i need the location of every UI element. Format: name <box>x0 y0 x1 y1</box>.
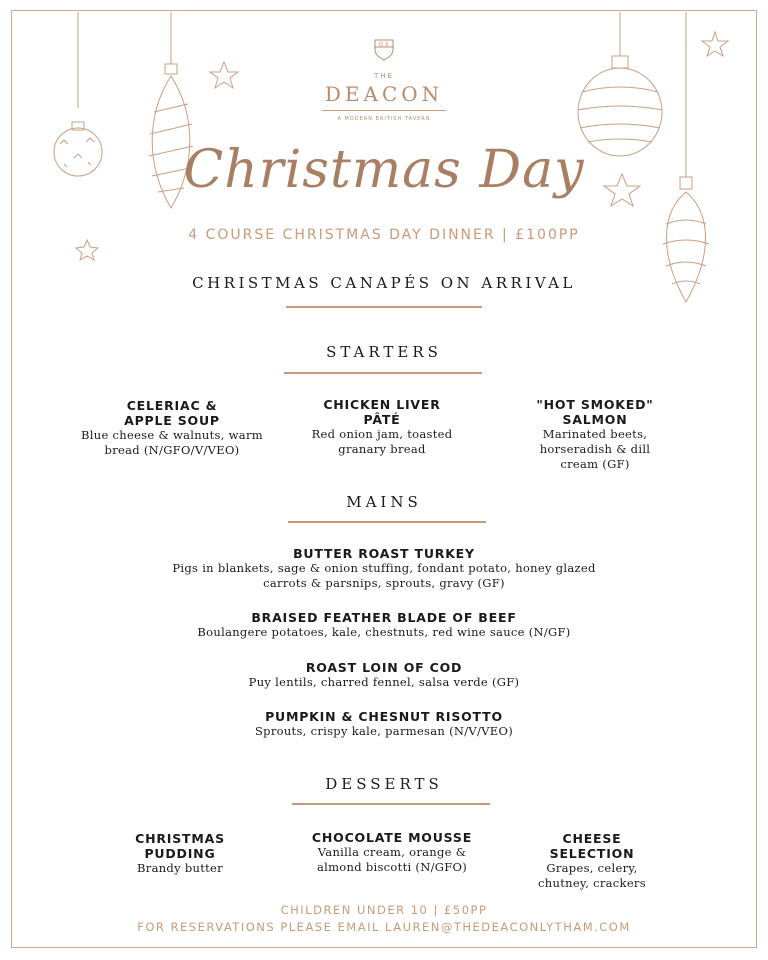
dessert-item <box>492 831 692 891</box>
dish-description: almond biscotti (N/GFO) <box>316 860 468 874</box>
dish-description: cream (GF) <box>560 457 630 471</box>
starter-item <box>282 397 482 457</box>
desserts-heading: DESSERTS <box>325 775 443 793</box>
starters-heading: STARTERS <box>326 343 442 361</box>
mains-heading: MAINS <box>346 493 422 511</box>
dish-description: Vanilla cream, orange & <box>317 845 467 859</box>
starters-divider <box>284 372 482 374</box>
main-item <box>84 610 684 640</box>
dish-description: Pigs in blankets, sage & onion stuffing, fondant potato, honey glazed <box>172 561 596 575</box>
dish-description: chutney, crackers <box>538 876 646 890</box>
starter-item <box>72 398 272 458</box>
dish-name: CELERIAC & <box>126 398 218 413</box>
dessert-item <box>80 831 280 876</box>
dish-description: horseradish & dill <box>539 442 651 456</box>
desserts-divider <box>292 803 490 805</box>
dish-description: Boulangere potatoes, kale, chestnuts, red wine sauce (N/GF) <box>197 625 571 639</box>
dish-description: carrots & parsnips, sprouts, gravy (GF) <box>263 576 505 590</box>
dish-description: Sprouts, crispy kale, parmesan (N/V/VEO) <box>254 724 513 738</box>
logo-the: THE <box>374 72 394 80</box>
dish-name: SELECTION <box>549 846 635 861</box>
arrival-divider <box>286 306 482 308</box>
dish-name: APPLE SOUP <box>124 413 220 428</box>
menu-subtitle: 4 COURSE CHRISTMAS DAY DINNER | £100PP <box>188 227 580 243</box>
logo-divider <box>322 110 446 111</box>
mains-divider <box>288 521 486 523</box>
dish-description: Puy lentils, charred fennel, salsa verde (GF) <box>248 675 520 689</box>
dish-name: CHRISTMAS <box>135 831 225 846</box>
page-title: Christmas Day <box>183 140 585 200</box>
dish-description: Brandy butter <box>137 861 223 875</box>
dish-name: BUTTER ROAST TURKEY <box>293 546 475 561</box>
dish-name: BRAISED FEATHER BLADE OF BEEF <box>251 610 517 625</box>
dish-name: SALMON <box>562 412 628 427</box>
logo-tagline: A MODERN BRITISH TAVERN <box>337 116 431 122</box>
dish-name: "HOT SMOKED" <box>536 397 654 412</box>
svg-text:D: D <box>379 42 383 48</box>
starter-item <box>495 397 695 472</box>
dish-name: CHEESE <box>562 831 622 846</box>
dish-description: Blue cheese & walnuts, warm <box>81 428 263 442</box>
arrival-heading: CHRISTMAS CANAPÉS ON ARRIVAL <box>192 274 576 292</box>
shield-crest-icon <box>372 38 396 62</box>
svg-text:X: X <box>385 42 389 48</box>
logo-name: DEACON <box>324 82 444 106</box>
dish-name: ROAST LOIN OF COD <box>305 660 463 675</box>
dish-description: Marinated beets, <box>542 427 648 441</box>
dish-name: CHOCOLATE MOUSSE <box>311 830 473 845</box>
children-price: CHILDREN UNDER 10 | £50PP <box>280 903 488 917</box>
main-item <box>84 709 684 739</box>
dish-description: bread (N/GFO/V/VEO) <box>104 443 240 457</box>
main-item <box>84 660 684 690</box>
dessert-item <box>292 830 492 875</box>
dish-name: PÂTÉ <box>363 412 401 427</box>
dish-name: PUMPKIN & CHESNUT RISOTTO <box>265 709 503 724</box>
dish-description: granary bread <box>338 442 426 456</box>
dish-name: CHICKEN LIVER <box>323 397 441 412</box>
dish-description: Red onion jam, toasted <box>311 427 453 441</box>
dish-description: Grapes, celery, <box>546 861 638 875</box>
main-item <box>84 546 684 591</box>
reservations-note: FOR RESERVATIONS PLEASE EMAIL LAUREN@THEDEACONLYTHAM.COM <box>137 920 631 934</box>
dish-name: PUDDING <box>144 846 216 861</box>
